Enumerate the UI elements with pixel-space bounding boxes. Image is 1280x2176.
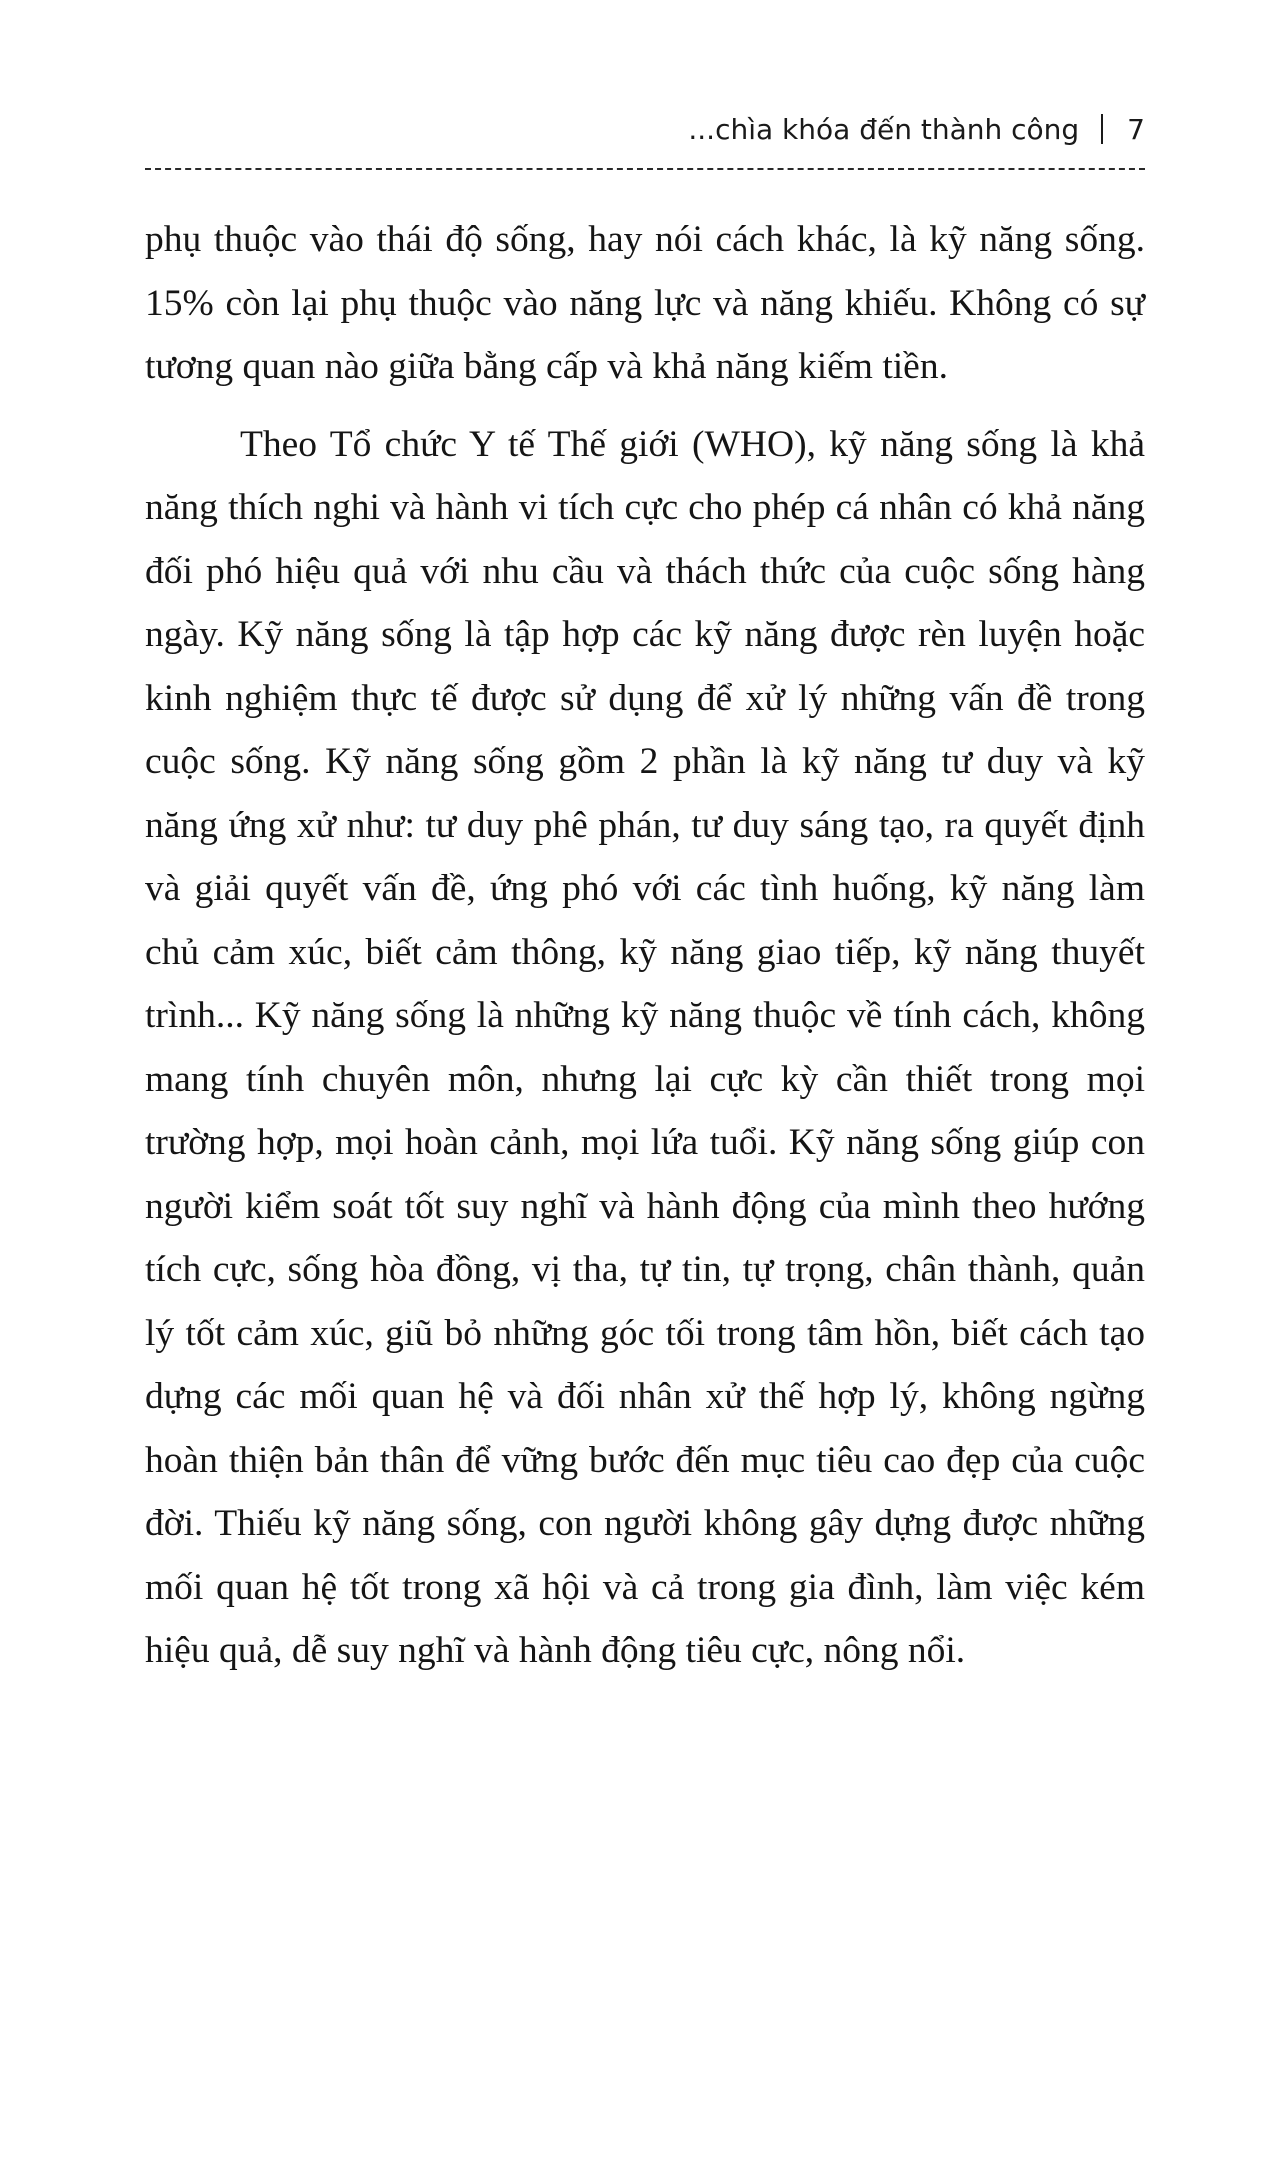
running-title: ...chìa khóa đến thành công xyxy=(688,113,1080,146)
paragraph-continued: phụ thuộc vào thái độ sống, hay nói cách khác, là kỹ năng sống. 15% còn lại phụ thuộc vào năng lực và năng khiếu. Không có sự tương quan nào giữa bằng cấp và khả năng kiếm tiền. xyxy=(145,219,1145,387)
running-header xyxy=(145,108,1145,152)
body-text xyxy=(145,208,1145,1683)
paragraph-who-definition: Theo Tổ chức Y tế Thế giới (WHO), kỹ năng sống là khả năng thích nghi và hành vi tích cực cho phép cá nhân có khả năng đối phó hiệu quả với nhu cầu và thách thức của cuộc sống hàng ngày. Kỹ năng sống là tập hợp các kỹ năng được rèn luyện hoặc kinh nghiệm thực tế được sử dụng để xử lý những vấn đề trong cuộc sống. Kỹ năng sống gồm 2 phần là kỹ năng tư duy và kỹ năng ứng xử như: tư duy phê phán, tư duy sáng tạo, ra quyết định và giải quyết vấn đề, ứng phó với các tình huống, kỹ năng làm chủ cảm xúc, biết cảm thông, kỹ năng giao tiếp, kỹ năng thuyết trình... Kỹ năng sống là những kỹ năng thuộc về tính cách, không mang tính chuyên môn, nhưng lại cực kỳ cần thiết trong mọi trường hợp, mọi hoàn cảnh, mọi lứa tuổi. Kỹ năng sống giúp con người kiểm soát tốt suy nghĩ và hành động của mình theo hướng tích cực, sống hòa đồng, vị tha, tự tin, tự trọng, chân thành, quản lý tốt cảm xúc, giũ bỏ những góc tối trong tâm hồn, biết cách tạo dựng các mối quan hệ và đối nhân xử thế hợp lý, không ngừng hoàn thiện bản thân để vững bước đến mục tiêu cao đẹp của cuộc đời. Thiếu kỹ năng sống, con người không gây dựng được những mối quan hệ tốt trong xã hội và cả trong gia đình, làm việc kém hiệu quả, dễ suy nghĩ và hành động tiêu cực, nông nổi. xyxy=(145,423,1145,1671)
page-number: 7 xyxy=(1127,113,1145,146)
header-dashed-rule xyxy=(145,168,1145,170)
header-separator xyxy=(1101,114,1103,144)
